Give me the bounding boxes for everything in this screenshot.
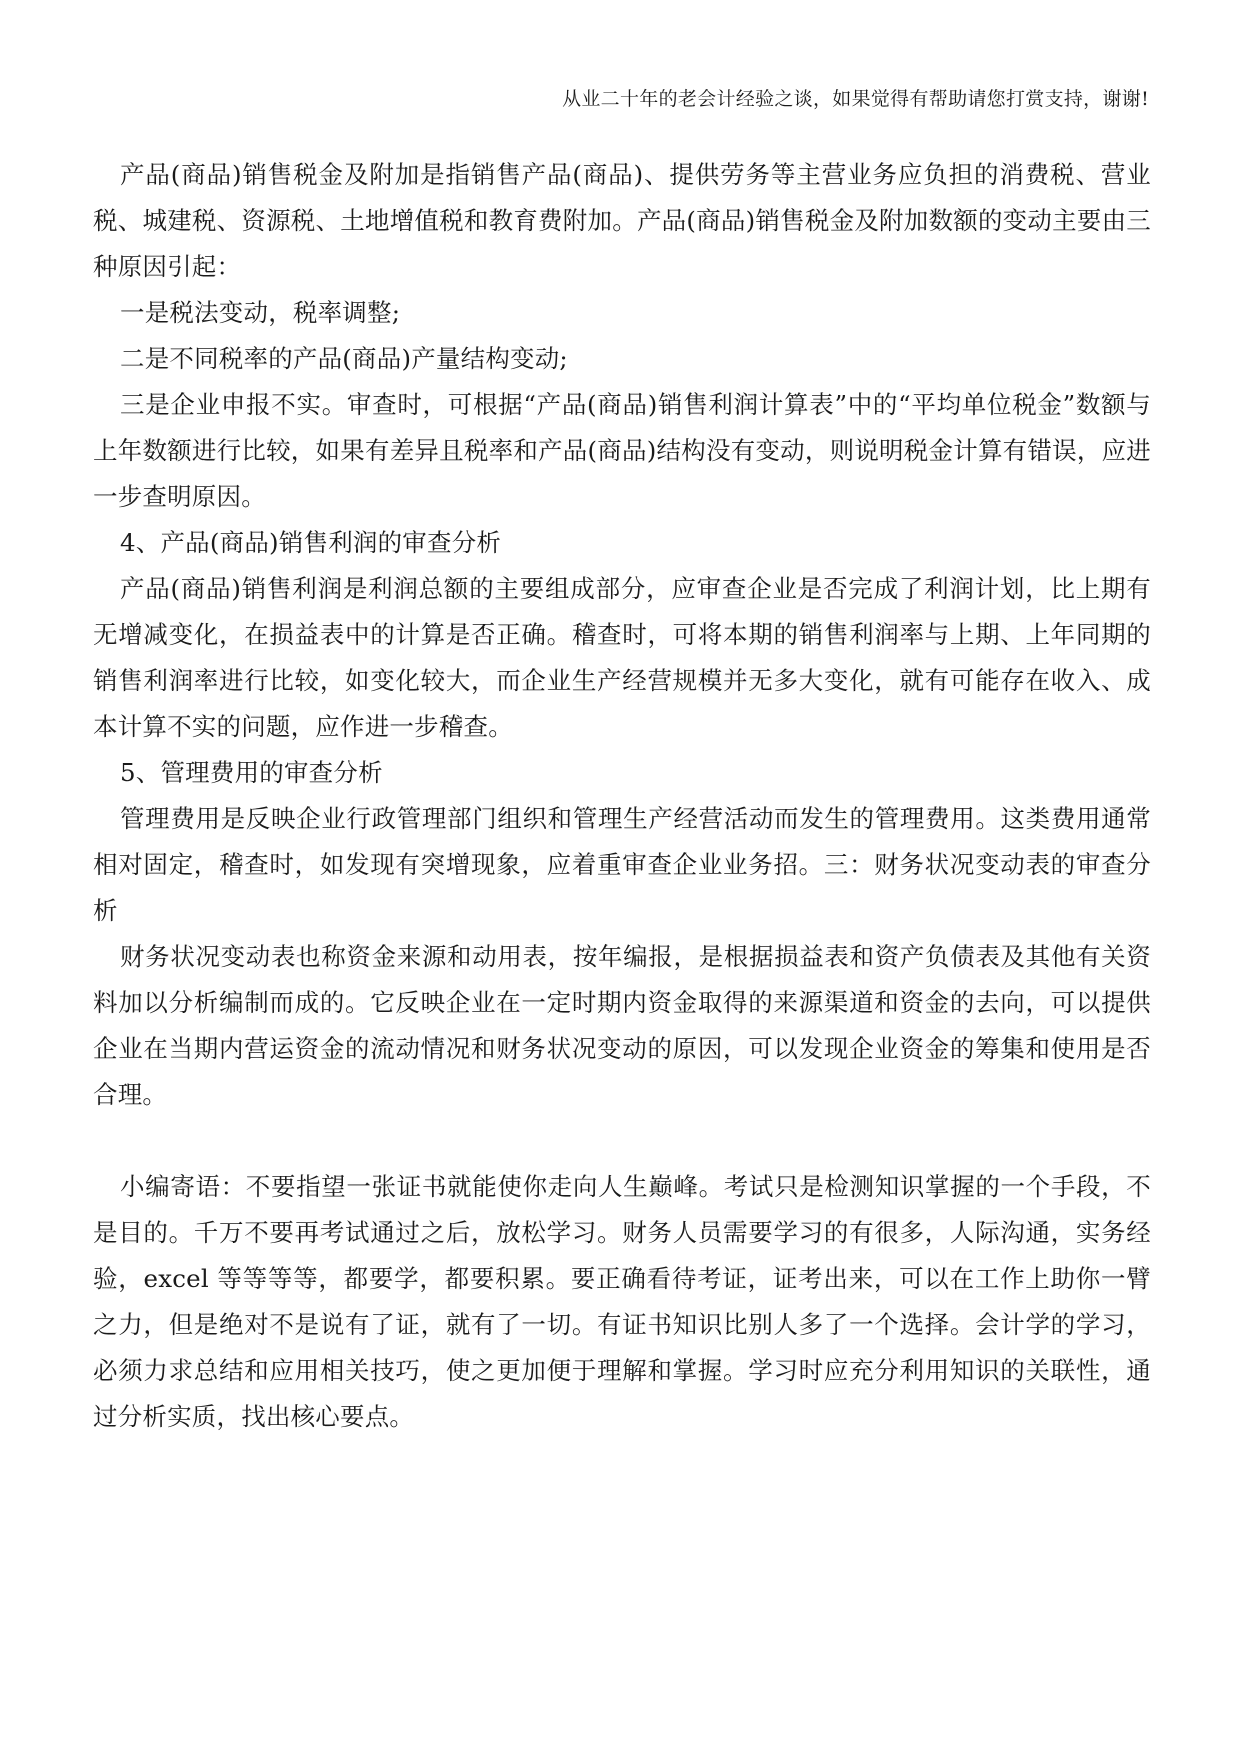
section-heading-sales-profit: 4、产品(商品)销售利润的审查分析: [120, 528, 502, 557]
paragraph-admin-expense: 管理费用是反映企业行政管理部门组织和管理生产经营活动而发生的管理费用。这类费用通常相对固定，稽查时，如发现有突增现象，应着重审查企业业务招。三：财务状况变动表的审查分析: [93, 804, 1151, 925]
paragraph-financial-changes: 财务状况变动表也称资金来源和动用表，按年编报，是根据损益表和资产负债表及其他有关资料加以分析编制而成的。它反映企业在一定时期内资金取得的来源渠道和资金的去向，可以提供企业在当期内营运资金的流动情况和财务状况变动的原因，可以发现企业资金的筹集和使用是否合理。: [93, 942, 1151, 1109]
header-note: 从业二十年的老会计经验之谈，如果觉得有帮助请您打赏支持，谢谢!: [562, 88, 1149, 110]
paragraph-sales-profit: 产品(商品)销售利润是利润总额的主要组成部分，应审查企业是否完成了利润计划，比上期有无增减变化，在损益表中的计算是否正确。稽查时，可将本期的销售利润率与上期、上年同期的销售利润率进行比较，如变化较大，而企业生产经营规模并无多大变化，就有可能存在收入、成本计算不实的问题，应作进一步稽查。: [93, 574, 1151, 741]
blank-line: [93, 1118, 1151, 1164]
document-body: [93, 152, 1151, 1440]
paragraph-reason-3: 三是企业申报不实。审查时，可根据“产品(商品)销售利润计算表”中的“平均单位税金”数额与上年数额进行比较，如果有差异且税率和产品(商品)结构没有变动，则说明税金计算有错误，应进一步查明原因。: [93, 390, 1151, 511]
paragraph-reason-2: 二是不同税率的产品(商品)产量结构变动;: [120, 344, 568, 373]
paragraph-reason-1: 一是税法变动，税率调整;: [120, 298, 401, 327]
paragraph-tax-surcharge: 产品(商品)销售税金及附加是指销售产品(商品)、提供劳务等主营业务应负担的消费税、营业税、城建税、资源税、土地增值税和教育费附加。产品(商品)销售税金及附加数额的变动主要由三种原因引起：: [93, 160, 1151, 281]
section-heading-admin-expense: 5、管理费用的审查分析: [120, 758, 383, 787]
paragraph-editor-note: 小编寄语：不要指望一张证书就能使你走向人生巅峰。考试只是检测知识掌握的一个手段，不是目的。千万不要再考试通过之后，放松学习。财务人员需要学习的有很多，人际沟通，实务经验，excel 等等等等，都要学，都要积累。要正确看待考证，证考出来，可以在工作上助你一臂之力，但是绝对不是说有了证，就有了一切。有证书知识比别人多了一个选择。会计学的学习，必须力求总结和应用相关技巧，使之更加便于理解和掌握。学习时应充分利用知识的关联性，通过分析实质，找出核心要点。: [93, 1172, 1151, 1431]
